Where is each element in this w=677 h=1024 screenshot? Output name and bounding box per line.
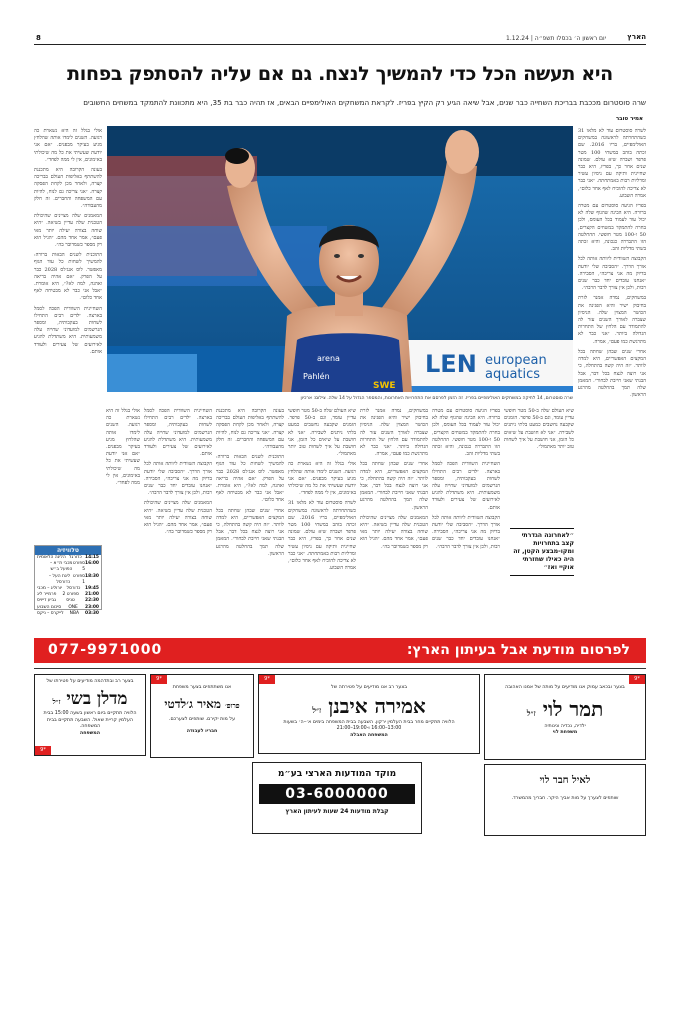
article-headline: היא תעשה הכל כדי להמשיך לנצח. גם אם עליה להסתפק בפחות [67,63,613,85]
ad-body: על מות יקירם. שותפים לצערכם. [168,716,236,722]
tv-time: 21:00 [85,592,99,598]
paragraph: במשחקים, נמדה אמנר לזרת בחיבוק ישיר והיא הפגינה את הכושר המצוין שלה. הניסיון שצברה לאורך השנים עזר לה להתמודד עם הלחץ של התחרות הגדולה ביותר. ״אני כבר לא מתרגשת כמו פעם״, אמרה. [360,408,428,458]
ad-body: הלוויה תתקיים ביום ראשון בשעה 15:00 בבית העלמין קריית שאול. השבעה תתקיים בבית המשפחה. [43,711,137,730]
death-notice-ad [34,674,146,756]
tv-time: 19:45 [85,586,99,592]
paragraph: בפריז הגיעה סוסטרום עם מטרה ברורה. היא הבינה שהגוף שלה לא יכול עוד לעמוד בכל העומס, ולכן בחרה להתמקד במשחים הקצרים, 50 ו-100 מטר חופשי. ההחלטה הזו התבררה כנכונה, והיא זכתה בשתי מדליות זהב. [432,408,500,458]
suit-country: SWE [373,381,396,391]
tv-channel: טניס [66,598,75,604]
pull-quote: ״לאחרונה הגדרתי קצב בתחרויות ומקו-מבצע הקטן, זה היה כאילו שחזרתי אוקיי ואז״ [510,528,574,576]
tv-show: מכבי ת״א – הפועל ב״ש [49,561,73,573]
paragraph: התוכנית לשנים הבאות ברורה: להמשיך לשחות כל עוד הגוף מאפשר. לוס אנג׳לס 2028 כבר על הפרק. ״אם אהיה בריאה ואהנה, למה לא?״, היא אומרת. ״אבל אני כבר לא מבטיחה לאף אחד כלום״. [34,252,103,302]
ad-suffix: ז״ל [526,707,536,718]
death-notice-ad [258,674,480,754]
tv-time: 23:00 [85,604,99,610]
paragraph: לשרה סוסטרום עוד לא מלאו 31 כשהתחרתה לראשונה במשחקים האולימפיים, בריו 2016. שם זכתה בזהב במשחי 100 מטר פרפר ושברה שיא עולם. שמונה שנים אחר כך, בפריז, היא כבר שחיינית ותיקה עם ניסיון עשיר ומדליות רבות באמתחתה. ״אני כבר לא צריכה להוכיח לאף אחד כלום״, אמרה השבוע. [288,500,356,572]
tv-guide-box [34,545,102,616]
ad-signature: חבריו לעבודה [186,729,218,735]
ad-suffix: ז״ל [312,704,322,715]
tv-channel: ספורט 2 [62,592,79,598]
paragraph: הקבוצה השוודית ליוותה אותה לכל אורך הדרך. ״הסביבה שלי יודעת בדיוק מה אני צריכה״, הסבירה. ״אנחנו עובדים יחד כבר שנים רבות, ולכן אין צורך לדבר הרבה״. [578,256,646,292]
ad-center-box [252,762,422,834]
ad-name-text: תמר לוי [542,696,604,721]
paragraph: התוכנית לשנים הבאות ברורה: להמשיך לשחות כל עוד הגוף מאפשר. לוס אנג׳לס 2028 כבר על הפרק. ״אם אהיה בריאה ואהנה, למה לא?״, היא אומרת. ״אבל אני כבר לא מבטיחה לאף אחד כלום״. [216,454,285,504]
ad-top-text: אנו משתתפים בצער משפחת [172,685,232,690]
page-header [34,33,646,45]
paragraph: בעונה הקרובה היא מתכננת להשתתף באליפות העולם בבריכה קצרה, ולאחר מכן לקחת הפסקה קצרה. ״אני צריכה גם לנוח, להיות עם המשפחה והחברים. זה חלק מהעבודה״. [216,408,284,451]
center-ad-note: קבלת מודעות 24 שעות לעיתון הארץ [285,808,389,815]
ad-name: לאיל חבר לוי [539,775,591,786]
tv-time: 18:30 [85,573,99,579]
ad-top-text: בצער רב ובתדהמה מודיעים על פטירתו של [46,679,134,684]
center-ad-phone: 03-6000000 [259,784,415,804]
ad-badge: *9 [35,746,51,755]
paragraph: הקבוצה השוודית ליוותה אותה לכל אורך הדרך. ״הסביבה שלי יודעת בדיוק מה אני צריכה״, הסבירה. ״אנחנו עובדים יחד כבר שנים רבות, ולכן אין צורך לדבר הרבה״. [144,461,212,497]
ad-suffix: ז״ל [52,696,61,706]
tv-channel: כדורגל [69,555,82,560]
paragraph: השחיינית השוודית הפכה לסמל בארצה. ילדים רבים התחילו לשחות בעקבותיה, ומספר הנרשמים למועדוני שחייה עלה משמעותית. היא משתדלת להגיע לאירועים של צעירים ולעודד אותם. [34,305,102,355]
ad-body: ילדיה, נכדיה ונינותיה [544,723,586,729]
ad-name [151,698,253,711]
paragraph: אחרי שנים שבהן שחתה בכל המקצים האפשריים, היא למדה לוותר. ״זה היה קשה בהתחלה, כי אני רוצה לנצח בכל דבר, אבל הבנתי שאני חייבת לבחור״. המאמן שלה תמך בהחלטה מהרגע הראשון. [578,348,646,399]
article-column [504,408,574,524]
paragraph: לשרה סוסטרום עוד לא מלאו 31 כשהתחרתה לראשונה במשחקים האולימפיים, בריו 2016. שם זכתה בזהב במשחי 100 מטר פרפר ושברה שיא עולם. שמונה שנים אחר כך, בפריז, היא כבר שחיינית ותיקה עם ניסיון עשיר ומדליות רבות באמתחתה. ״אני כבר לא צריכה להוכיח לאף אחד כלום״, אמרה השבוע. [578,128,646,199]
ad-name [259,695,479,717]
ad-badge: *9 [629,675,645,684]
suit-sponsor: Pahlén [303,372,330,381]
tv-channel: ONE [68,604,78,610]
ad-top-text: בצער ובכאב עמוק אנו מודיעים על מותה של אמנו האהובה [505,685,625,690]
tv-channel: NBA [69,610,79,616]
page-number: 8 [36,34,41,42]
paragraph: במשחקים, נמדה אמנר לזרת בחיבוק ישיר והיא הפגינה את הכושר המצוין שלה. הניסיון שצברה לאורך השנים עזר לה להתמודד עם הלחץ של התחרות הגדולה ביותר. ״אני כבר לא מתרגשת כמו פעם״, אמרה. [578,295,646,345]
tv-show: ליגת העל – כדורסל [48,573,71,585]
article-column [288,408,356,632]
paragraph: אולי בגלל זה היא נשארת כה רגועה. השנים לימדו אותה שהלחץ מגיע בעיקר מבפנים. ״אם אני יודעת שעשיתי את כל מה שיכולתי באימונים, אין לי ממה לפחד״. [106,408,140,487]
condolence-ad [150,674,254,758]
ad-name [35,690,145,709]
tv-time: 16:00 [85,561,99,567]
ad-name-text: מדלן בשי [66,688,128,709]
paragraph: השחיינית השוודית הפכה לסמל בארצה. ילדים רבים התחילו לשחות בעקבותיה, ומספר הנרשמים למועדוני שחייה עלה משמעותית. היא משתדלת להגיע לאירועים של צעירים ולעודד אותם. [144,408,212,458]
tv-guide-row [35,574,101,586]
paragraph: אחרי שנים שבהן שחתה בכל המקצים האפשריים, היא למדה לוותר. ״זה היה קשה בהתחלה, כי אני רוצה לנצח בכל דבר, אבל הבנתי שאני חייבת לבחור״. המאמן שלה תמך בהחלטה מהרגע הראשון. [216,507,284,557]
article-column-right [578,128,646,628]
banner-phone: 077-9971000 [48,642,163,658]
tv-guide-row [35,611,101,617]
ad-name [485,698,645,720]
paragraph: בעונה הקרובה היא מתכננת להשתתף באליפות העולם בבריכה קצרה, ולאחר מכן לקחת הפסקה קצרה. ״אני צריכה גם לנוח, להיות עם המשפחה והחברים. זה חלק מהעבודה״. [34,167,102,210]
article-column [216,408,284,632]
ad-body: שותפים לצערך על מות אביך היקר. חבריך מהמשרד. [511,796,619,801]
paragraph: השחיינית השוודית הפכה לסמל בארצה. ילדים רבים התחילו לשחות בעקבותיה, ומספר הנרשמים למועדוני שחייה עלה משמעותית. היא משתדלת להגיע לאירועים של צעירים ולעודד אותם. [432,461,500,511]
sign-text-1: european [485,353,547,368]
banner-text: לפרסום מודעת אבל בעיתון הארץ: [406,642,630,658]
tv-time: 22:30 [85,598,99,604]
tv-show: גביע דייויס [37,598,56,604]
byline: אמיר טובר [615,116,643,122]
ad-signature: המשפחה האבלה [350,732,388,738]
tv-guide-title: טלוויזיה [35,546,101,555]
paragraph: המאמנים שלה מציינים שהיכולת הטכנית שלה עדיין בשיאה. ״היא שוחה בצורה יעילה יותר מאי פעם״, אמר אחד מהם. ״הגיל הוא רק מספר כשמדובר בה״. [360,514,428,550]
suit-brand: arena [317,354,340,363]
photo-caption: שרה סוסטרום, 14 לחיקה במשחקים האולימפיים בפריז. זה הזמן לפרסם את התחרויות האחרונות, והמספר הגדול על 14 שלה. צילום: ארכיון [300,396,573,401]
article-subhead: שרה סוסטרום מככבת בבריכת השחייה כבר שנים, אבל שיאה הגיע רק הקיץ בפריז. לקראת המשחקים האולימפיים הבאים, אז תהיה כבר בת 35, היא מתכוונת להתמקד במשחים החשובים [83,98,646,107]
obituary-ad-banner [34,638,646,663]
tv-show: הליגה הלאומית [37,555,66,560]
death-notice-ad [484,674,646,760]
sign-text-2: aquatics [485,367,541,382]
article-column [360,408,428,632]
center-ad-title: מוקד המודעות הארצי בע״מ [277,769,397,779]
tv-time: 14:15 [85,555,99,560]
tv-time: 03:30 [85,610,99,616]
condolence-ad [484,764,646,836]
ad-badge: *9 [259,675,275,684]
ad-body: הלוויה תתקיים מחר בבית העלמין ירקון. השבעה בבית המשפחה בימים א׳–ה׳ בשעות 13:00–16:00 ו-19:00–21:00 [283,719,455,731]
paper-logo: הארץ [627,33,646,41]
sign-brand: LEN [425,350,477,378]
ad-signature: משפחת לוי [552,730,578,735]
paragraph: שיא העולם שלה ב-50 מטר חופשי עדיין עומד, וגם ב-50 פרפר. הזמנים שקבעה נחשבים כמעט בלתי ניתנים לשבירה. ״אני לא חושבת על שיאים כל הזמן, אני חושבת על איך לשחות טוב יותר מאתמול״. [504,408,574,451]
date-line: יום ראשון ה׳ בכסלו תשפ״ה | 1.12.24 [506,35,606,42]
paragraph: המאמנים שלה מציינים שהיכולת הטכנית שלה עדיין בשיאה. ״היא שוחה בצורה יעילה יותר מאי פעם״, אמר אחד מהם. ״הגיל הוא רק מספר כשמדובר בה״. [144,500,212,536]
article-column [106,408,140,632]
ad-prefix: פרופ׳ [225,700,240,710]
paragraph: אולי בגלל זה היא נשארת כה רגועה. השנים לימדו אותה שהלחץ מגיע בעיקר מבפנים. ״אם אני יודעת שעשיתי את כל מה שיכולתי באימונים, אין לי ממה לפחד״. [34,128,102,163]
paragraph: אחרי שנים שבהן שחתה בכל המקצים האפשריים, היא למדה לוותר. ״זה היה קשה בהתחלה, כי אני רוצה לנצח בכל דבר, אבל הבנתי שאני חייבת לבחור״. המאמן שלה תמך בהחלטה מהרגע הראשון. [360,461,428,511]
paragraph: שיא העולם שלה ב-50 מטר חופשי עדיין עומד, וגם ב-50 פרפר. הזמנים שקבעה נחשבים כמעט בלתי ניתנים לשבירה. ״אני לא חושבת על שיאים כל הזמן, אני חושבת על איך לשחות טוב יותר מאתמול״. [288,408,357,458]
article-column [144,408,212,632]
tv-show: סיכום השבוע [37,604,62,610]
tv-channel: ספורט 1 [72,573,86,585]
article-column-left [34,128,102,540]
paragraph: בפריז הגיעה סוסטרום עם מטרה ברורה. היא הבינה שהגוף שלה לא יכול עוד לעמוד בכל העומס, ולכן בחרה להתמקד במשחים הקצרים, 50 ו-100 מטר חופשי. ההחלטה הזו התבררה כנכונה, והיא זכתה בשתי מדליות זהב. [578,203,646,253]
tv-guide-row [35,561,101,573]
article-photo [107,126,573,392]
tv-channel: ספורט 5 [72,561,86,573]
ad-name-text: אמירה איבנן [328,693,426,718]
paragraph: המאמנים שלה מציינים שהיכולת הטכנית שלה עדיין בשיאה. ״היא שוחה בצורה יעילה יותר מאי פעם״, אמר אחד מהם. ״הגיל הוא רק מספר כשמדובר בה״. [34,213,102,249]
tv-channel: כדורסל [66,586,81,592]
article-column [432,408,500,632]
paragraph: הקבוצה השוודית ליוותה אותה לכל אורך הדרך. ״הסביבה שלי יודעת בדיוק מה אני צריכה״, הסבירה. ״אנחנו עובדים יחד כבר שנים רבות, ולכן אין צורך לדבר הרבה״. [432,514,500,550]
tv-show: פרמייר ליג [37,592,57,598]
tv-show: יורוליג – מכבי [37,586,62,592]
tv-show: לייקרס – ניקס [37,610,64,616]
swimmer-photo [107,126,573,392]
ad-top-text: בצער רב אנו מודיעים על פטירתה של [331,685,407,690]
ad-badge: *9 [151,675,167,684]
ad-name-text: מאיר ג׳לדטי [164,696,221,711]
paragraph: אולי בגלל זה היא נשארת כה רגועה. השנים לימדו אותה שהלחץ מגיע בעיקר מבפנים. ״אם אני יודעת שעשיתי את כל מה שיכולתי באימונים, אין לי ממה לפחד״. [288,461,356,497]
tv-guide-list [35,555,101,617]
divider [34,668,646,669]
ad-signature: המשפחה [79,730,101,736]
